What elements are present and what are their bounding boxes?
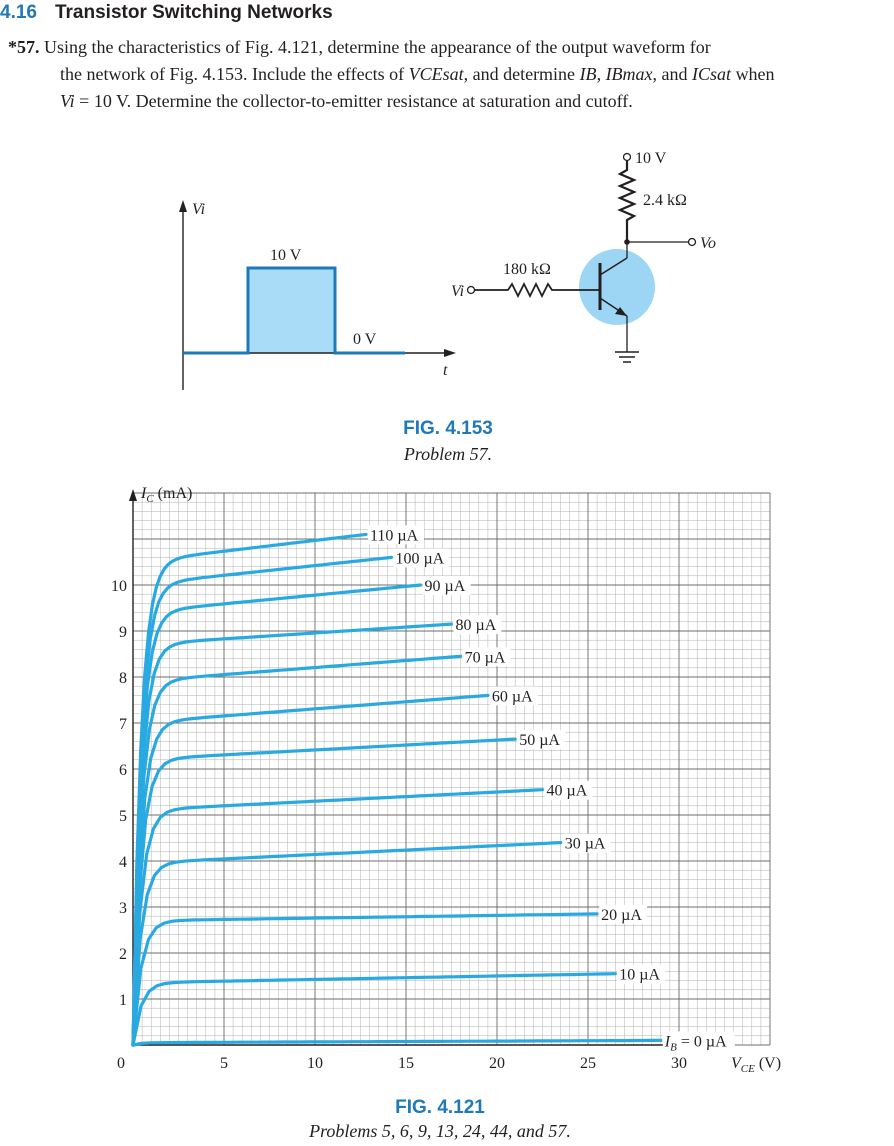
y-tick-label-10: 10 (111, 578, 127, 595)
ib-symbol: IB (579, 64, 597, 84)
t-axis-label: t (443, 362, 448, 379)
y-tick-label-2: 2 (119, 946, 127, 963)
y-tick-label-5: 5 (119, 808, 127, 825)
problem-line-2: the network of Fig. 4.153. Include the effects of VCEsat, and determine IB, IBmax, and ICsat when (60, 64, 775, 84)
ib-label-10: 10 µA (619, 966, 661, 984)
high-level-label: 10 V (270, 247, 302, 264)
vcc-label: 10 V (635, 150, 667, 167)
low-level-label: 0 V (353, 331, 377, 348)
x-axis-label: $V_{CE}$ (V) (731, 1055, 782, 1075)
problem-text-3: = 10 V. Determine the collector-to-emitter resistance at saturation and cutoff. (74, 91, 633, 111)
fig-153-caption-title: FIG. 4.153 (403, 418, 493, 439)
vce-sat-symbol: VCEsat (408, 64, 464, 84)
problem-number: *57. (8, 37, 40, 57)
ib-label-80: 80 µA (455, 617, 497, 635)
fig-121-caption-title: FIG. 4.121 (395, 1097, 485, 1118)
fig-153-caption-sub: Problem 57. (403, 444, 493, 464)
ib-label-20: 20 µA (601, 906, 642, 924)
x-tick-label-20: 20 (489, 1055, 505, 1072)
y-axis-arrow (129, 489, 137, 501)
rc-label: 2.4 kΩ (643, 192, 687, 209)
y-tick-label-8: 8 (119, 670, 127, 687)
problem-text-2a: the network of Fig. 4.153. Include the effects of (60, 64, 409, 84)
ib-label-0: $I_B = 0$ µA (664, 1033, 727, 1054)
y-tick-label-9: 9 (119, 624, 127, 641)
ibmax-symbol: IBmax (605, 64, 653, 84)
ib-label-60: 60 µA (491, 688, 533, 706)
ib-label-70: 70 µA (464, 649, 506, 667)
problem-text-2d: when (731, 64, 775, 84)
ib-label-100: 100 µA (395, 550, 445, 568)
y-tick-label-6: 6 (119, 762, 127, 779)
x-tick-label-15: 15 (398, 1055, 414, 1072)
section-number: 4.16 (0, 2, 37, 23)
problem-text-1: Using the characteristics of Fig. 4.121, determine the appearance of the output waveform for (44, 37, 711, 57)
y-tick-label-4: 4 (119, 854, 127, 871)
problem-text-2c: , and (652, 64, 693, 84)
y-tick-label-7: 7 (119, 716, 127, 733)
y-tick-label-1: 1 (119, 992, 127, 1009)
ib-label-30: 30 µA (564, 835, 606, 853)
ic-sat-symbol: ICsat (692, 64, 732, 84)
vin-label: Vi (451, 283, 465, 300)
x-tick-label-10: 10 (307, 1055, 323, 1072)
vo-label: Vo (700, 235, 716, 252)
x-tick-label-5: 5 (220, 1055, 228, 1072)
rb-label: 180 kΩ (503, 261, 551, 278)
ib-label-40: 40 µA (546, 782, 588, 800)
vi-symbol: Vi (60, 91, 75, 111)
ib-curve-110 (133, 534, 366, 1045)
x-tick-label-0: 0 (117, 1055, 125, 1072)
y-tick-label-3: 3 (119, 900, 127, 917)
ib-label-50: 50 µA (519, 732, 560, 750)
problem-text-2b: , and determine (463, 64, 580, 84)
vi-axis-label: Vi (192, 201, 206, 218)
fig-121-caption-sub: Problems 5, 6, 9, 13, 24, 44, and 57. (309, 1121, 571, 1141)
ib-label-90: 90 µA (424, 578, 466, 595)
y-axis-label: $I_C$ (mA) (141, 485, 193, 505)
x-tick-label-25: 25 (580, 1055, 596, 1072)
ib-curve-10 (133, 974, 615, 1045)
section-title: Transistor Switching Networks (54, 2, 333, 23)
x-tick-label-30: 30 (671, 1055, 687, 1072)
ib-label-110: 110 µA (369, 527, 419, 545)
